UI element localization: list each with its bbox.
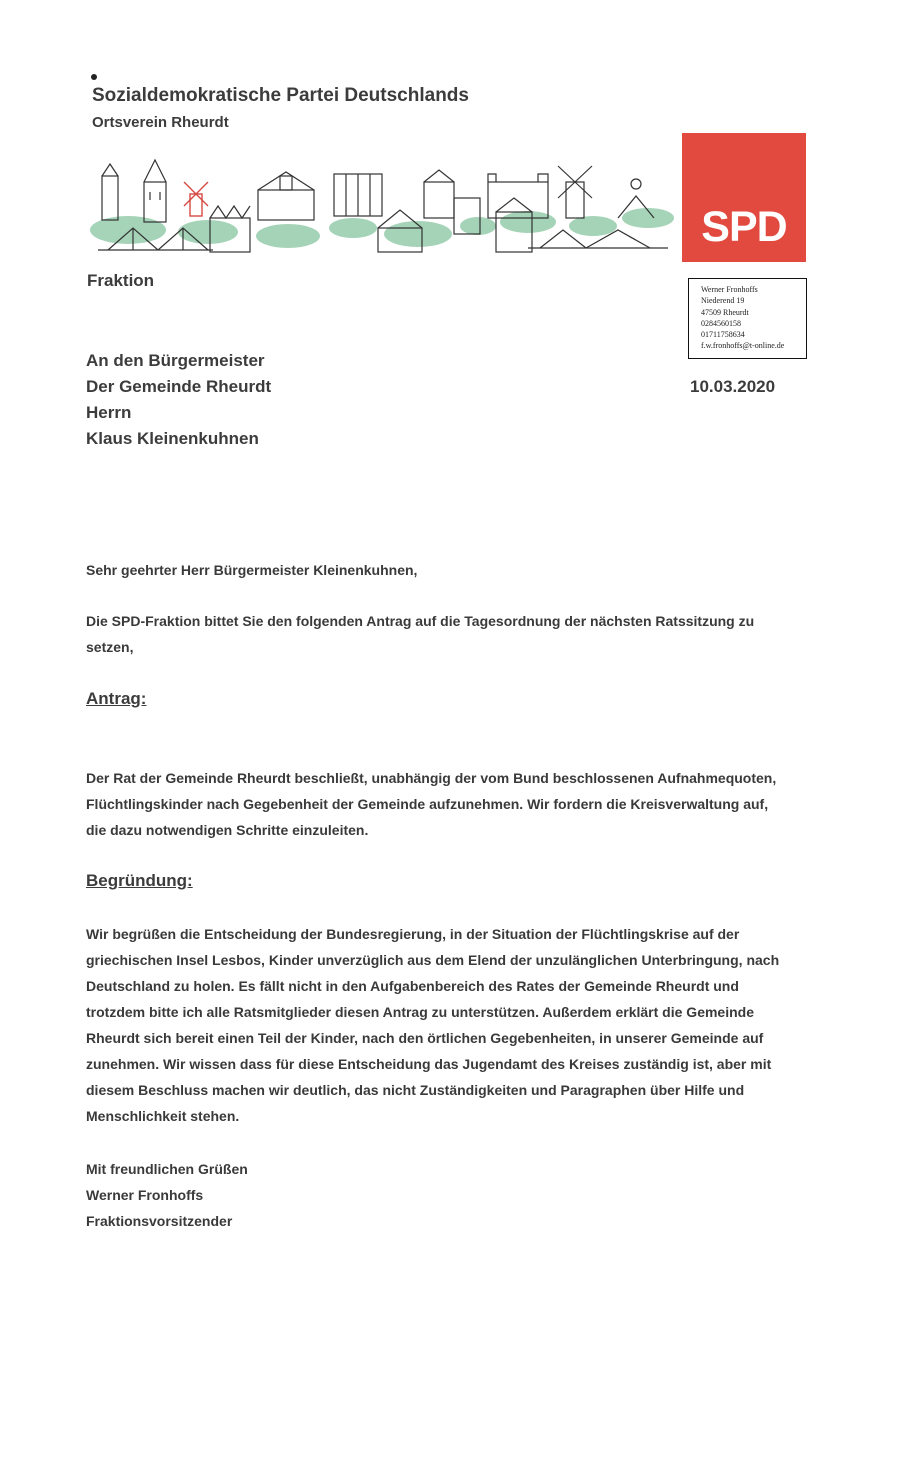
letter-date: 10.03.2020: [690, 377, 776, 396]
antrag-paragraph: [86, 765, 826, 843]
party-name: Sozialdemokratische Partei Deutschlands: [92, 85, 469, 106]
antrag-line: Der Rat der Gemeinde Rheurdt beschließt, unabhängig der vom Bund beschlossenen Aufnahmequoten,: [86, 770, 777, 786]
contact-box: [688, 278, 807, 359]
begruendung-line: trotzdem bitte ich alle Ratsmitglieder diesen Antrag zu unterstützen. Außerdem erklärt die Gemeinde: [86, 1004, 754, 1020]
contact-email: f.w.fronhoffs@t-online.de: [701, 341, 785, 351]
ortsverein-name: Ortsverein Rheurdt: [92, 114, 229, 131]
begruendung-paragraph: [86, 921, 826, 1129]
spd-logo-text: SPD: [701, 203, 787, 251]
begruendung-line: griechischen Insel Lesbos, Kinder unverzüglich aus dem Elend der unzulänglichen Unterbringung, nach: [86, 952, 780, 968]
closing-greeting: Mit freundlichen Grüßen: [86, 1161, 248, 1177]
intro-line: Die SPD-Fraktion bittet Sie den folgenden Antrag auf die Tagesordnung der nächsten Ratssitzung zu: [86, 613, 755, 629]
salutation: Sehr geehrter Herr Bürgermeister Kleinenkuhnen,: [86, 562, 418, 578]
antrag-heading: Antrag:: [86, 689, 147, 708]
closing-name: Werner Fronhoffs: [86, 1187, 204, 1203]
begruendung-line: Rheurdt sich bereit einen Teil der Kinder, nach den örtlichen Gegebenheiten, in unserer Gemeinde auf: [86, 1030, 764, 1046]
begruendung-line: diesem Beschluss machen wir deutlich, das nicht Zuständigkeiten und Paragraphen über Hilfe und: [86, 1082, 745, 1098]
closing-block: [86, 1156, 826, 1234]
fraktion-label: Fraktion: [87, 271, 155, 290]
intro-paragraph: [86, 608, 826, 660]
bullet-dot: [91, 74, 97, 80]
contact-phone2: 01711758634: [701, 330, 745, 340]
recipient-line: Herrn: [86, 403, 132, 422]
contact-name: Werner Fronhoffs: [701, 285, 758, 294]
begruendung-line: Menschlichkeit stehen.: [86, 1108, 240, 1124]
spd-logo: [682, 133, 806, 262]
intro-line: setzen,: [86, 639, 134, 655]
contact-city: 47509 Rheurdt: [701, 307, 749, 317]
recipient-address: [86, 348, 271, 452]
recipient-line: An den Bürgermeister: [86, 351, 265, 370]
contact-street: Niederend 19: [701, 296, 745, 306]
skyline-illustration: [88, 152, 678, 264]
contact-phone1: 0284560158: [701, 318, 741, 328]
begruendung-line: Wir begrüßen die Entscheidung der Bundesregierung, in der Situation der Flüchtlingskrise auf der: [86, 926, 740, 942]
closing-title: Fraktionsvorsitzender: [86, 1213, 233, 1229]
antrag-line: Flüchtlingskinder nach Gegebenheit der Gemeinde aufzunehmen. Wir fordern die Kreisverwaltung auf,: [86, 796, 769, 812]
begruendung-line: zunehmen. Wir wissen dass für diese Entscheidung das Jugendamt des Kreises zuständig ist, aber mit: [86, 1056, 772, 1072]
antrag-line: die dazu notwendigen Schritte einzuleiten.: [86, 822, 369, 838]
recipient-line: Der Gemeinde Rheurdt: [86, 377, 272, 396]
begruendung-line: Deutschland zu holen. Es fällt nicht in den Aufgabenbereich des Rates der Gemeinde Rheurdt und: [86, 978, 739, 994]
begruendung-heading: Begründung:: [86, 871, 193, 890]
recipient-line: Klaus Kleinenkuhnen: [86, 429, 259, 448]
